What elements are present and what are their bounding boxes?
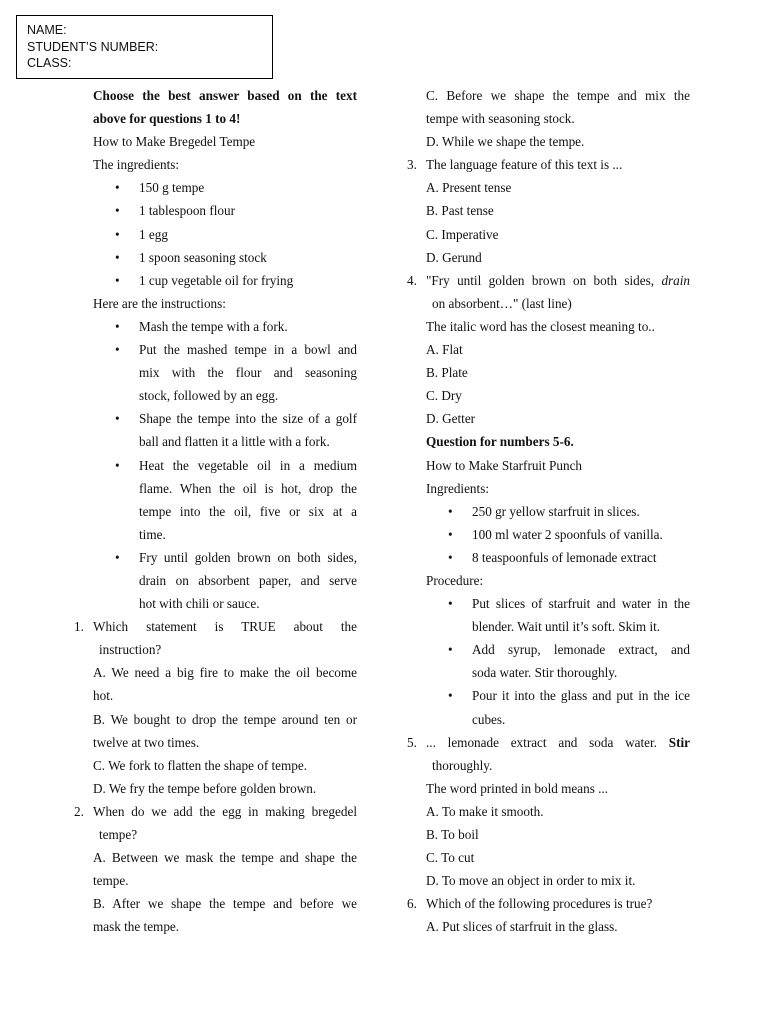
question-2 — [74, 800, 357, 939]
list-item: • 1 tablespoon flour — [93, 199, 357, 222]
question-6 — [407, 892, 690, 938]
bullet-icon: • — [115, 549, 120, 565]
bullet-icon: • — [115, 249, 120, 265]
list-item: • Mash the tempe with a fork. — [93, 315, 357, 338]
question-stem: The italic word has the closest meaning to.. — [426, 318, 655, 334]
question-stem: instruction? — [99, 642, 162, 658]
question-number: 3. — [407, 157, 417, 173]
question-stem: tempe? — [99, 827, 138, 842]
bullet-icon: • — [115, 318, 120, 334]
bullet-icon: • — [115, 272, 120, 288]
text-title: How to Make Bregedel Tempe — [93, 134, 256, 150]
list-item: • 1 spoon seasoning stock — [93, 246, 357, 269]
option-a[interactable]: A. To make it smooth. — [426, 803, 544, 819]
list-item: • 8 teaspoonfuls of lemonade extract — [426, 546, 690, 569]
question-stem: thoroughly. — [432, 757, 493, 773]
list-item: • 100 ml water 2 spoonfuls of vanilla. — [426, 523, 690, 546]
option-a[interactable]: A. Flat — [426, 342, 463, 358]
list-item: • 250 gr yellow starfruit in slices. — [426, 500, 690, 523]
italic-word: drain — [661, 272, 691, 288]
bold-word: Stir — [668, 734, 691, 750]
option-a-cont: hot. — [93, 688, 114, 704]
option-b[interactable]: B. Past tense — [426, 203, 494, 219]
list-item: • Add syrup, lemonade extract, and soda water. Stir thoroughly. — [426, 638, 690, 684]
list-item: • Fry until golden brown on both sides, drain on absorbent paper, and serve hot with chili or sauce. — [93, 546, 357, 615]
list-item: • Heat the vegetable oil in a medium flame. When the oil is hot, drop the tempe into the oil, five or six at a time. — [93, 454, 357, 546]
question-stem: ... lemonade extract and soda water. Stir — [426, 734, 691, 750]
option-b-cont: mask the tempe. — [93, 919, 180, 935]
bullet-icon: • — [448, 503, 453, 519]
list-item: • Put the mashed tempe in a bowl and mix with the flour and seasoning stock, followed by an egg. — [93, 338, 357, 407]
text-title: How to Make Starfruit Punch — [426, 457, 583, 473]
option-a[interactable]: A. Between we mask the tempe and shape the — [93, 850, 357, 866]
bullet-icon: • — [115, 342, 120, 358]
bullet-icon: • — [115, 203, 120, 219]
option-c[interactable]: C. Dry — [426, 388, 462, 404]
question-stem: The language feature of this text is ... — [426, 157, 623, 173]
student-number-label: STUDENT’S NUMBER: — [27, 39, 159, 54]
bullet-icon: • — [115, 457, 120, 473]
question-stem: The word printed in bold means ... — [426, 780, 609, 796]
procedure-steps — [426, 592, 690, 731]
option-d[interactable]: D. Gerund — [426, 249, 482, 265]
option-b[interactable]: B. We bought to drop the tempe around ten or — [93, 711, 357, 727]
question-stem: Which statement is TRUE about the — [93, 619, 357, 635]
list-item: • 1 egg — [93, 223, 357, 246]
option-c-cont: tempe with seasoning stock. — [426, 111, 575, 127]
option-d[interactable]: D. While we shape the tempe. — [426, 134, 585, 150]
question-stem: When do we add the egg in making bregedel — [93, 803, 357, 819]
option-b[interactable]: B. After we shape the tempe and before we — [93, 896, 357, 912]
option-d[interactable]: D. We fry the tempe before golden brown. — [93, 780, 317, 796]
instructions-label: Here are the instructions: — [93, 295, 226, 311]
ingredients-label: The ingredients: — [93, 157, 180, 173]
option-b[interactable]: B. To boil — [426, 827, 479, 842]
student-info-box — [16, 15, 273, 79]
section-heading: Question for numbers 5-6. — [426, 434, 574, 450]
instruction-line: Choose the best answer based on the text — [93, 88, 357, 103]
question-stem: "Fry until golden brown on both sides, drain — [426, 272, 691, 288]
question-stem: on absorbent…" (last line) — [432, 295, 572, 311]
bullet-icon: • — [448, 642, 453, 658]
option-b-cont: twelve at two times. — [93, 734, 200, 750]
option-b[interactable]: B. Plate — [426, 365, 468, 381]
question-number: 2. — [74, 803, 84, 819]
ingredient-list — [93, 176, 357, 291]
ingredient-list — [426, 500, 690, 569]
bullet-icon: • — [115, 180, 120, 196]
class-label: CLASS: — [27, 56, 72, 70]
option-d[interactable]: D. Getter — [426, 411, 476, 427]
option-c[interactable]: C. We fork to flatten the shape of tempe. — [93, 757, 308, 773]
option-a[interactable]: A. We need a big fire to make the oil become — [93, 665, 357, 681]
procedure-label: Procedure: — [426, 572, 484, 588]
option-a-cont: tempe. — [93, 873, 129, 889]
option-c[interactable]: C. Before we shape the tempe and mix the — [426, 88, 690, 103]
instruction-steps — [93, 315, 357, 615]
question-3 — [407, 153, 690, 268]
ingredients-label: Ingredients: — [426, 480, 489, 496]
question-number: 5. — [407, 734, 417, 750]
name-label: NAME: — [27, 23, 67, 37]
instruction-line: above for questions 1 to 4! — [93, 111, 241, 127]
question-number: 1. — [74, 619, 84, 635]
list-item: • 150 g tempe — [93, 176, 357, 199]
list-item: • 1 cup vegetable oil for frying — [93, 269, 357, 292]
option-a[interactable]: A. Put slices of starfruit in the glass. — [426, 919, 618, 935]
left-column — [74, 84, 357, 938]
option-a[interactable]: A. Present tense — [426, 180, 512, 196]
option-c[interactable]: C. To cut — [426, 850, 475, 866]
list-item: • Pour it into the glass and put in the ice cubes. — [426, 684, 690, 730]
bullet-icon: • — [448, 596, 453, 612]
question-4 — [407, 269, 691, 431]
bullet-icon: • — [448, 549, 453, 565]
question-5 — [407, 731, 691, 893]
option-d[interactable]: D. To move an object in order to mix it. — [426, 873, 636, 889]
question-stem: Which of the following procedures is true? — [426, 896, 653, 912]
question-number: 4. — [407, 272, 417, 288]
list-item: • Shape the tempe into the size of a golf ball and flatten it a little with a fork. — [93, 407, 357, 453]
bullet-icon: • — [448, 526, 453, 542]
bullet-icon: • — [115, 226, 120, 242]
list-item: • Put slices of starfruit and water in the blender. Wait until it’s soft. Skim it. — [426, 592, 690, 638]
bullet-icon: • — [448, 688, 453, 704]
question-1 — [74, 615, 357, 800]
question-number: 6. — [407, 896, 417, 912]
right-column — [407, 84, 691, 938]
option-c[interactable]: C. Imperative — [426, 226, 499, 242]
bullet-icon: • — [115, 411, 120, 427]
